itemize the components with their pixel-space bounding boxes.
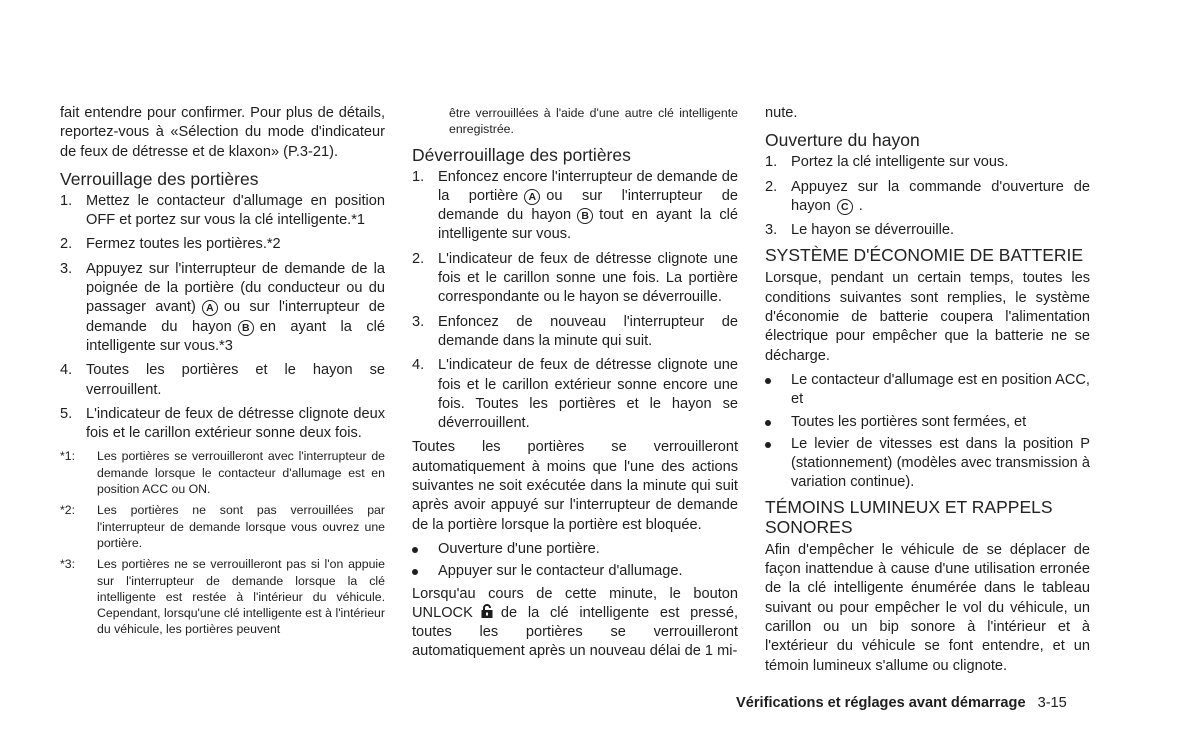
heading-deverrouillage: Déverrouillage des portières — [412, 144, 631, 165]
footnote-continuation: être verrouillées à l'aide d'une autre clé intelligente enregistrée. — [449, 106, 738, 137]
step-text: ou sur l'interrupteur de demande du hayon — [86, 299, 386, 335]
circle-b-icon: B — [577, 208, 593, 224]
step-text: L'indicateur de feux de détresse clignote une fois et le carillon extérieur sonne encore une fois. Toutes les portières et le hayon se déverrouillent. — [438, 357, 738, 432]
step-text: Toutes les portières et le hayon se verrouillent. — [86, 362, 385, 398]
footnotes — [60, 448, 385, 637]
list-item — [60, 235, 385, 254]
bullet-icon — [765, 378, 771, 384]
section-title-battery-saver: SYSTÈME D'ÉCONOMIE DE BATTERIE — [765, 245, 1084, 266]
bullet-item — [412, 562, 738, 581]
bullet-text: Le contacteur d'allumage est en position ACC, et — [791, 371, 1090, 408]
list-item — [60, 260, 385, 356]
footnote — [60, 502, 385, 551]
section-title-warnings: TÉMOINS LUMINEUX ET RAPPELS SONORES — [765, 496, 1053, 537]
list-item — [765, 221, 1090, 240]
step-number: 4. — [60, 362, 73, 379]
step-number: 5. — [60, 405, 73, 422]
footnote — [60, 556, 385, 637]
step-text: Appuyez sur la commande d'ouverture de hayon — [791, 178, 1090, 214]
step-number: 1. — [412, 168, 425, 185]
list-item — [60, 361, 385, 400]
step-text: Portez la clé intelligente sur vous. — [791, 154, 1009, 171]
list-item — [412, 168, 738, 245]
battery-saver-paragraph: Lorsque, pendant un certain temps, toutes les conditions suivantes sont remplies, le système d'économie de batterie coupera l'alimentation électrique pour empêcher que la batterie ne se décharge. — [765, 270, 1090, 364]
footnote — [60, 448, 385, 497]
step-number: 3. — [60, 260, 73, 277]
footnote-number: *1: — [60, 449, 76, 464]
step-text: Enfoncez encore l'interrupteur de demande de la portière — [438, 168, 738, 204]
step-number: 2. — [412, 250, 425, 267]
step-text: . — [858, 197, 863, 214]
lock-steps-list — [60, 192, 385, 444]
bullet-item — [765, 371, 1090, 410]
list-item — [412, 356, 738, 433]
unlock-steps-list — [412, 168, 738, 434]
step-number: 3. — [765, 222, 778, 239]
auto-lock-paragraph: Toutes les portières se verrouilleront automatiquement à moins que l'une des actions suivantes ne soit exécutée dans la minute qui suit après avoir appuyé sur l'interrupteur de demande de la portière lorsque la portière est bloquée. — [412, 439, 738, 533]
circle-a-icon: A — [202, 300, 218, 316]
bullet-item — [765, 413, 1090, 432]
list-item — [765, 153, 1090, 172]
step-number: 2. — [765, 178, 778, 195]
step-number: 1. — [60, 192, 73, 209]
heading-ouverture-hayon: Ouverture du hayon — [765, 130, 920, 151]
footnote-text: Les portières ne sont pas verrouillées par l'interrupteur de demande lorsque vous ouvrez une portière. — [97, 503, 385, 550]
list-item — [60, 192, 385, 231]
bullet-item — [765, 435, 1090, 493]
step-number: 4. — [412, 357, 425, 374]
paragraph-text: Lorsqu'au cours de cette minute, le bouton UNLOCK — [412, 585, 738, 621]
bullet-icon — [412, 569, 418, 575]
page-number: 3-15 — [1037, 695, 1067, 711]
list-item — [412, 313, 738, 352]
step-text: Fermez toutes les portières.*2 — [86, 236, 281, 253]
step-text: en ayant la clé intelligente sur vous.*3 — [86, 318, 385, 354]
circle-c-icon: C — [837, 199, 853, 215]
step-text: Enfoncez de nouveau l'interrupteur de demande dans la minute qui suit. — [438, 313, 738, 349]
footnote-text: Les portières ne se verrouilleront pas si l'on appuie sur l'interrupteur de demande lorsque la clé intelligente est restée à l'intérieur du véhicule. Cependant, lorsqu'une clé intelligente est à l'intérieur du véhicule, les portières peuvent — [97, 557, 385, 637]
column-middle — [412, 104, 738, 667]
page-footer — [736, 694, 1067, 712]
bullet-text: Appuyer sur le contacteur d'allumage. — [438, 563, 683, 580]
paragraph-text: de la clé intelligente est pressé, toutes les portières se verrouilleront automatiquement après un nouveau délai de 1 mi- — [412, 604, 738, 660]
heading-verrouillage: Verrouillage des portières — [60, 168, 259, 189]
warnings-paragraph: Afin d'empêcher le véhicule de se déplacer de façon inattendue à cause d'une utilisation erronée de la clé intelligente énumérée dans le tableau suivant ou pour empêcher le vol du véhicule, un carillon ou un bip sonore à l'intérieur et à l'extérieur du véhicule se font entendre, et un témoin lumineux s'allume ou clignote. — [765, 541, 1090, 674]
tailgate-steps-list — [765, 153, 1090, 240]
unlock-icon — [481, 604, 493, 618]
circle-b-icon: B — [238, 320, 254, 336]
step-number: 3. — [412, 313, 425, 330]
bullet-item — [412, 540, 738, 559]
step-text: ou sur l'interrupteur de demande du hayon — [438, 187, 738, 224]
step-text: L'indicateur de feux de détresse clignote deux fois et le carillon extérieur sonne deux fois. — [86, 405, 385, 442]
list-item — [765, 178, 1090, 217]
unlock-button-paragraph — [412, 585, 738, 662]
bullet-icon — [765, 442, 771, 448]
step-text: tout en ayant la clé intelligente sur vous. — [438, 207, 738, 243]
footnote-number: *3: — [60, 557, 76, 572]
bullet-text: Toutes les portières sont fermées, et — [791, 413, 1027, 430]
column-left — [60, 104, 385, 643]
footnote-text: Les portières se verrouilleront avec l'interrupteur de demande lorsque le contacteur d'allumage est en position ACC ou ON. — [97, 449, 385, 497]
bullet-icon — [412, 547, 418, 553]
step-text: Le hayon se déverrouille. — [791, 222, 955, 239]
circle-a-icon: A — [524, 189, 540, 205]
step-number: 1. — [765, 154, 778, 171]
bullet-text: Le levier de vitesses est dans la position P (stationnement) (modèles avec transmission à variation continue). — [791, 435, 1090, 491]
list-item — [60, 405, 385, 444]
list-item — [412, 250, 738, 308]
intro-paragraph: fait entendre pour confirmer. Pour plus de détails, reportez-vous à «Sélection du mode d'indicateur de feux de détresse et de klaxon» (P.3-21). — [60, 105, 385, 160]
footnote-number: *2: — [60, 503, 76, 518]
column-right — [765, 104, 1090, 681]
bullet-text: Ouverture d'une portière. — [438, 540, 600, 557]
step-number: 2. — [60, 236, 73, 253]
step-text: L'indicateur de feux de détresse clignote une fois et le carillon sonne une fois. La portière correspondante ou le hayon se déverrouille. — [438, 250, 738, 306]
continuation-text: nute. — [765, 105, 798, 121]
step-text: Appuyez sur l'interrupteur de demande de la poignée de la portière (du conducteur ou du passager avant) — [86, 260, 385, 316]
step-text: Mettez le contacteur d'allumage en position OFF et portez sur vous la clé intelligente.*1 — [86, 192, 385, 229]
bullet-icon — [765, 420, 771, 426]
chapter-title: Vérifications et réglages avant démarrage — [736, 695, 1026, 711]
